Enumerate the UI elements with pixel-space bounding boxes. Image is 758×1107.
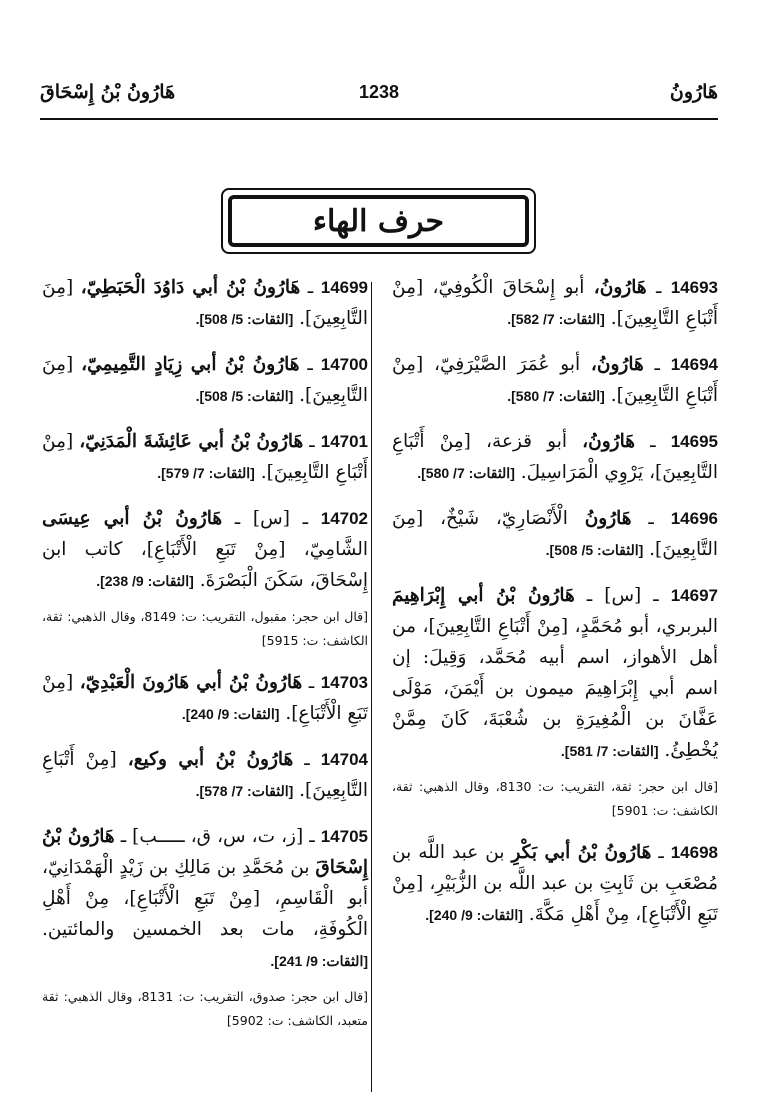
biography-entry: 14697 ـ [س] ـ هَارُونُ بْنُ أبي إِبْرَاهِيمَ البربري، أبو مُحَمَّدٍ، [مِنْ أَتْبَاعِ التَّابِعِينَ]، من أهل الأهواز، اسم أبيه مُحَمَّد، وَقِيلَ: إن اسم أبي إِبْرَاهِيمَ ميمون بن أَيْمَنَ، مَوْلَى عَفَّانَ بن الْمُغِيرَةِ بن شُعْبَةَ، كَانَ مِمَّنْ يُخْطِئُ. [الثقات: 7/ 581]. [392,585,718,761]
entry-reference: [الثقات: 7/ 582]. [507,311,605,327]
entry-reference: [الثقات: 9/ 238]. [96,573,194,589]
entry-reference: [الثقات: 5/ 508]. [545,542,644,558]
entry-number: 14699 [320,278,369,297]
right-column [392,272,718,945]
biography-entry: 14702 ـ [س] ـ هَارُونُ بْنُ أبي عِيسَى الشَّامِيّ، [مِنْ تَبَعِ الْأَتْبَاعِ]، كاتب ابن إِسْحَاقَ، سَكَنَ الْبَصْرَةَ. [الثقات: 9/ 238]. [42,508,369,591]
entry-note: [قال ابن حجر: صدوق، التقريب: ت: 8131، وقال الذهبي: ثقة متعبد، الكاشف: ت: 5902] [42,989,368,1028]
entry-reference: [الثقات: 7/ 580]. [507,388,605,404]
biography-entry: 14703 ـ هَارُونُ بْنُ أبي هَارُونَ الْعَبْدِيّ، [مِنْ تَبَعِ الْأَتْبَاعِ]. [الثقات: 9/ 240]. [42,672,368,724]
entry-sigla: [س] ـ [574,585,642,606]
entry-text: أبو عُمَرَ الصَّيْرَفِيّ، [مِنْ أَتْبَاعِ التَّابِعِينَ]. [392,354,718,406]
section-title-inner-frame [228,195,529,247]
entry-note: [قال ابن حجر: ثقة، التقريب: ت: 8130، وقال الذهبي: ثقة، الكاشف: ت: 5901] [392,779,719,818]
entry-text: [مِنْ أَتْبَاعِ التَّابِعِينَ]. [42,749,368,801]
biography-entry: 14698 ـ هَارُونُ بْنُ أبي بَكْرِ بن عبد اللَّه بن مُصْعَبِ بن ثَابِتِ بن عبد اللَّه بن الزُّبَيْرِ، [مِنْ تَبَعِ الْأَتْبَاعِ]، مِنْ أَهْلِ مَكَّةَ. [الثقات: 9/ 240]. [392,842,718,925]
entry-name: هَارُونُ بْنُ أبي عَائِشَةَ الْمَدَنِيّ، [79,431,304,452]
entry-text: الْأَنْصَارِيّ، شَيْخٌ، [مِنَ التَّابِعِينَ]. [392,508,718,560]
entry-name: هَارُونُ بْنُ أبي دَاوُدَ الْحَبَطِيّ، [80,277,301,298]
entry-name: هَارُونُ بْنُ إِسْحَاقَ [42,826,368,878]
entry-text: [مِنَ التَّابِعِينَ]. [42,277,368,329]
entry-number: 14703 [320,673,368,692]
entry-number: 14701 [320,432,369,451]
entry-name: هَارُونُ بْنُ أبي عِيسَى [42,508,223,529]
entry-name: هَارُونُ [584,508,632,529]
entry-number: 14704 [320,750,368,769]
entry-text: أبو إِسْحَاقَ الْكُوفِيّ، [مِنْ أَتْبَاعِ التَّابِعِينَ]. [392,277,718,329]
entry-sigla: [س] ـ [222,508,290,529]
entry-number: 14696 [670,509,718,528]
entry-text: الشَّامِيّ، [مِنْ تَبَعِ الْأَتْبَاعِ]، كاتب ابن إِسْحَاقَ، سَكَنَ الْبَصْرَةَ. [42,539,368,591]
entry-reference: [الثقات: 7/ 579]. [157,465,255,481]
entry-name: هَارُونُ، [590,354,644,375]
entry-text: [مِنَ التَّابِعِينَ]. [42,354,368,406]
entry-number: 14695 [670,432,718,451]
biography-entry: 14705 ـ [ز، ت، س، ق، ـــــب] ـ هَارُونُ بْنُ إِسْحَاقَ بن مُحَمَّدِ بن مَالِكِ بن زَيْدٍ الْهَمْدَانِيّ، أبو الْقَاسِمِ، [مِنْ تَبَعِ الْأَتْبَاعِ]، مِنْ أَهْلِ الْكُوفَةِ، مات بعد الخمسين والمائتين. [الثقات: 9/ 241]. [42,826,368,969]
entry-text: بن مُحَمَّدِ بن مَالِكِ بن زَيْدٍ الْهَمْدَانِيّ، أبو الْقَاسِمِ، [مِنْ تَبَعِ الْأَتْبَاعِ]، مِنْ أَهْلِ الْكُوفَةِ، مات بعد الخمسين والمائتين. [42,857,368,940]
entry-text: [مِنْ تَبَعِ الْأَتْبَاعِ]. [42,672,368,724]
entry-number: 14693 [670,278,718,297]
entry-text: أبو قزعة، [مِنْ أَتْبَاعِ التَّابِعِينَ]، يَرْوِي الْمَرَاسِيلَ. [392,431,718,483]
section-title-frame [221,188,536,254]
entry-number: 14702 [320,509,369,528]
entry-name: هَارُونُ، [593,277,647,298]
entry-name: هَارُونُ بْنُ أبي هَارُونَ الْعَبْدِيّ، [79,672,303,693]
entry-reference: [الثقات: 9/ 241]. [270,953,368,969]
entry-reference: [الثقات: 9/ 240]. [181,706,280,722]
section-title: حرف الهاء [312,203,445,239]
entry-name: هَارُونُ بْنُ أبي زِيَادٍ التَّمِيمِيّ، [81,354,300,375]
entry-number: 14700 [320,355,369,374]
column-divider [371,282,372,1092]
entry-reference: [الثقات: 5/ 508]. [195,311,294,327]
entry-reference: [الثقات: 7/ 580]. [417,465,515,481]
biography-entry: 14695 ـ هَارُونُ، أبو قزعة، [مِنْ أَتْبَاعِ التَّابِعِينَ]، يَرْوِي الْمَرَاسِيلَ. [الثقات: 7/ 580]. [392,431,718,483]
entry-number: 14697 [670,586,718,605]
entry-text: [مِنْ أَتْبَاعِ التَّابِعِينَ]. [42,431,368,483]
entry-reference: [الثقات: 5/ 508]. [195,388,294,404]
entry-text: البربري، أبو مُحَمَّدٍ، [مِنْ أَتْبَاعِ التَّابِعِينَ]، من أهل الأهواز، اسم أبيه مُحَمَّد، وَقِيلَ: إن اسم أبي إِبْرَاهِيمَ ميمون بن أَيْمَنَ، مَوْلَى عَفَّانَ بن الْمُغِيرَةِ بن شُعْبَةَ، كَانَ مِمَّنْ يُخْطِئُ. [392,616,718,761]
page-header [40,72,718,112]
biography-entry: 14699 ـ هَارُونُ بْنُ أبي دَاوُدَ الْحَبَطِيّ، [مِنَ التَّابِعِينَ]. [الثقات: 5/ 508]. [42,277,369,329]
running-head-right: هَارُونُ [669,81,718,103]
header-rule [40,118,718,120]
entry-number: 14694 [670,355,718,374]
biography-entry: 14693 ـ هَارُونُ، أبو إِسْحَاقَ الْكُوفِيّ، [مِنْ أَتْبَاعِ التَّابِعِينَ]. [الثقات: 7/ 582]. [392,277,718,329]
entry-sigla: [ز، ت، س، ق، ـــــب] ـ [114,826,304,847]
biography-entry: 14696 ـ هَارُونُ الْأَنْصَارِيّ، شَيْخٌ، [مِنَ التَّابِعِينَ]. [الثقات: 5/ 508]. [392,508,718,560]
biography-entry: 14701 ـ هَارُونُ بْنُ أبي عَائِشَةَ الْمَدَنِيّ، [مِنْ أَتْبَاعِ التَّابِعِينَ]. [الثقات: 7/ 579]. [42,431,369,483]
entry-number: 14698 [670,843,718,862]
page-number: 1238 [358,81,400,102]
running-head-left: هَارُونُ بْنُ إِسْحَاقَ [40,81,176,103]
biography-entry: 14700 ـ هَارُونُ بْنُ أبي زِيَادٍ التَّمِيمِيّ، [مِنَ التَّابِعِينَ]. [الثقات: 5/ 508]. [42,354,369,406]
entry-reference: [الثقات: 7/ 578]. [195,783,294,799]
entry-number: 14705 [320,827,368,846]
entry-name: هَارُونُ بْنُ أبي بَكْرِ [511,842,652,863]
entry-name: هَارُونُ بْنُ أبي وكيع، [127,749,294,770]
entry-text: بن عبد اللَّه بن مُصْعَبِ بن ثَابِتِ بن عبد اللَّه بن الزُّبَيْرِ، [مِنْ تَبَعِ الْأَتْبَاعِ]، مِنْ أَهْلِ مَكَّةَ. [392,842,718,925]
entry-reference: [الثقات: 7/ 581]. [560,743,659,759]
entry-reference: [الثقات: 9/ 240]. [425,907,523,923]
left-column [42,272,368,1047]
entry-note: [قال ابن حجر: مقبول، التقريب: ت: 8149، وقال الذهبي: ثقة، الكاشف: ت: 5915] [42,609,368,648]
entry-name: هَارُونُ بْنُ أبي إِبْرَاهِيمَ [392,585,575,606]
biography-entry: 14704 ـ هَارُونُ بْنُ أبي وكيع، [مِنْ أَتْبَاعِ التَّابِعِينَ]. [الثقات: 7/ 578]. [42,749,368,801]
biography-entry: 14694 ـ هَارُونُ، أبو عُمَرَ الصَّيْرَفِيّ، [مِنْ أَتْبَاعِ التَّابِعِينَ]. [الثقات: 7/ 580]. [392,354,718,406]
entry-name: هَارُونُ، [582,431,635,452]
